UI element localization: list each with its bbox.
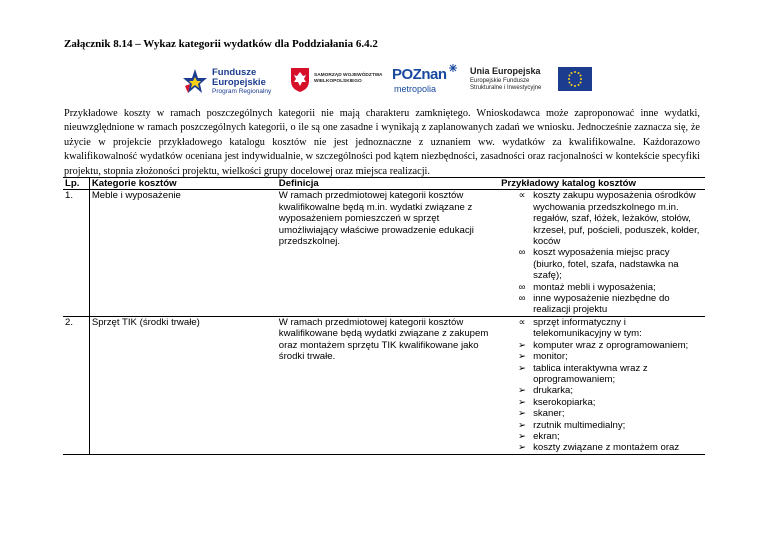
row-category: Meble i wyposażenie: [89, 190, 276, 316]
samorzad-line2: WIELKOPOLSKIEGO: [314, 79, 362, 84]
bullet-icon: ∝: [518, 190, 526, 202]
bullet-icon: ∞: [518, 281, 526, 293]
list-item-text: koszt wyposażenia miejsc pracy (biurko, fotel, szafa, nadstawka na szafę);: [533, 247, 679, 282]
intro-paragraph: Przykładowe koszty w ramach poszczególnych kategorii nie mają charakteru zamkniętego. Wnioskodawca może zaproponować inne wydatki, nieuwzględnione w ramach poszczególnych kategorii, o ile są one zasadne i wynikają z zaplanowanych zadań we wniosku. Jednocześnie zaznacza się, że użycie w projekcie przykładowego katalogu kosztów nie jest jednoznaczne z uznaniem ww. wydatków za kwalifikowalne. Każdorazowo kwalifikowalność wydatków oceniana jest indywidualnie, w szczególności pod kątem niezbędności, zasadności oraz racjonalności w kontekście specyfiki projektu, stopnia złożoności projektu, wielkości grupy docelowej oraz miejsca realizacji.: [64, 108, 700, 177]
catalog-list: [501, 190, 703, 315]
bullet-icon: ➢: [518, 351, 527, 363]
header-catalog: Przykładowy katalog kosztów: [499, 178, 705, 190]
ue-line3: Strukturalne i Inwestycyjne: [470, 85, 542, 91]
list-item-text: drukarka;: [533, 385, 574, 397]
poznan-line2: metropolia: [394, 84, 437, 94]
bullet-icon: ∞: [518, 247, 526, 259]
row-definition: W ramach przedmiotowej kategorii kosztów kwalifikowane będą wydatki związane z zakupem oraz montażem sprzętu TIK kwalifikowane jako środki trwałe.: [277, 316, 499, 454]
list-item: [501, 247, 703, 281]
list-item: [501, 442, 703, 453]
asterisk-icon: [449, 64, 457, 72]
bullet-icon: ∝: [518, 316, 526, 328]
list-item-text: inne wyposażenie niezbędne do realizacji projektu: [533, 293, 670, 316]
list-item-text: koszty zakupu wyposażenia ośrodków wychowania przedszkolnego m.in. regałów, szaf, łóżek, leżaków, stołów, krzeseł, puf, pościeli, poduszek, kołder, koców: [533, 190, 700, 248]
list-item-text: monitor;: [533, 351, 568, 363]
bullet-icon: ➢: [518, 339, 527, 351]
list-item-text: komputer wraz z oprogramowaniem;: [533, 339, 689, 351]
row-definition: W ramach przedmiotowej kategorii kosztów kwalifikowalne będą m.in. wydatki związane z wyposażeniem pomieszczeń w sprzęt umożliwiający właściwe prowadzenie edukacji przedszkolnej.: [277, 190, 499, 316]
header-category: Kategorie kosztów: [89, 178, 276, 190]
unia-europejska-logo: [470, 64, 600, 98]
list-item: [501, 340, 703, 351]
list-item-text: rzutnik multimedialny;: [533, 419, 626, 431]
eagle-shield-icon: [290, 67, 310, 93]
list-item-text: montaż mebli i wyposażenia;: [533, 281, 656, 293]
bullet-icon: ➢: [518, 396, 527, 408]
bullet-icon: ➢: [518, 362, 527, 374]
logo-bar: [180, 64, 600, 98]
fe-line3: Program Regionalny: [212, 88, 272, 95]
list-item: [501, 293, 703, 316]
fe-line1: Fundusze: [212, 67, 257, 78]
list-item: [501, 282, 703, 293]
bullet-icon: ➢: [518, 385, 527, 397]
fe-star-icon: [182, 68, 208, 94]
list-item: [501, 408, 703, 419]
bullet-icon: ➢: [518, 408, 527, 420]
list-item-text: koszty związane z montażem oraz: [533, 442, 680, 454]
list-item: [501, 351, 703, 362]
header-lp: Lp.: [63, 178, 89, 190]
ue-line2: Europejskie Fundusze: [470, 78, 530, 84]
list-item-text: sprzęt informatyczny i telekomunikacyjny w tym:: [533, 316, 642, 340]
fundusze-europejskie-logo: [180, 64, 280, 98]
bullet-icon: ➢: [518, 430, 527, 442]
samorzad-logo: [290, 64, 383, 98]
list-item: [501, 190, 703, 247]
list-item-text: tablica interaktywna wraz z oprogramowaniem;: [533, 362, 648, 385]
table-row: [63, 190, 705, 316]
list-item: [501, 317, 703, 340]
poznan-metropolia-logo: [392, 64, 462, 98]
cost-categories-table: [63, 177, 705, 455]
list-item: [501, 385, 703, 396]
list-item-text: skaner;: [533, 408, 565, 420]
row-catalog: [499, 190, 705, 316]
list-item: [501, 363, 703, 386]
document-title: Załącznik 8.14 – Wykaz kategorii wydatków dla Poddziałania 6.4.2: [64, 38, 378, 50]
catalog-list: [501, 317, 703, 454]
samorzad-line1: SAMORZĄD WOJEWÓDZTWA: [314, 73, 383, 78]
row-category: Sprzęt TIK (środki trwałe): [89, 316, 276, 454]
table-header-row: [63, 178, 705, 190]
row-catalog: [499, 316, 705, 454]
list-item: [501, 420, 703, 431]
fe-line2: Europejskie: [212, 77, 266, 88]
row-lp: 2.: [63, 316, 89, 454]
header-definition: Definicja: [277, 178, 499, 190]
poznan-line1: POZnan: [392, 66, 447, 83]
list-item: [501, 397, 703, 408]
list-item-text: ekran;: [533, 430, 560, 442]
row-lp: 1.: [63, 190, 89, 316]
bullet-icon: ∞: [518, 293, 526, 305]
table-row: [63, 316, 705, 454]
list-item-text: kserokopiarka;: [533, 396, 596, 408]
ue-line1: Unia Europejska: [470, 66, 541, 76]
bullet-icon: ➢: [518, 442, 527, 454]
eu-flag-icon: [558, 67, 592, 91]
list-item: [501, 431, 703, 442]
bullet-icon: ➢: [518, 419, 527, 431]
